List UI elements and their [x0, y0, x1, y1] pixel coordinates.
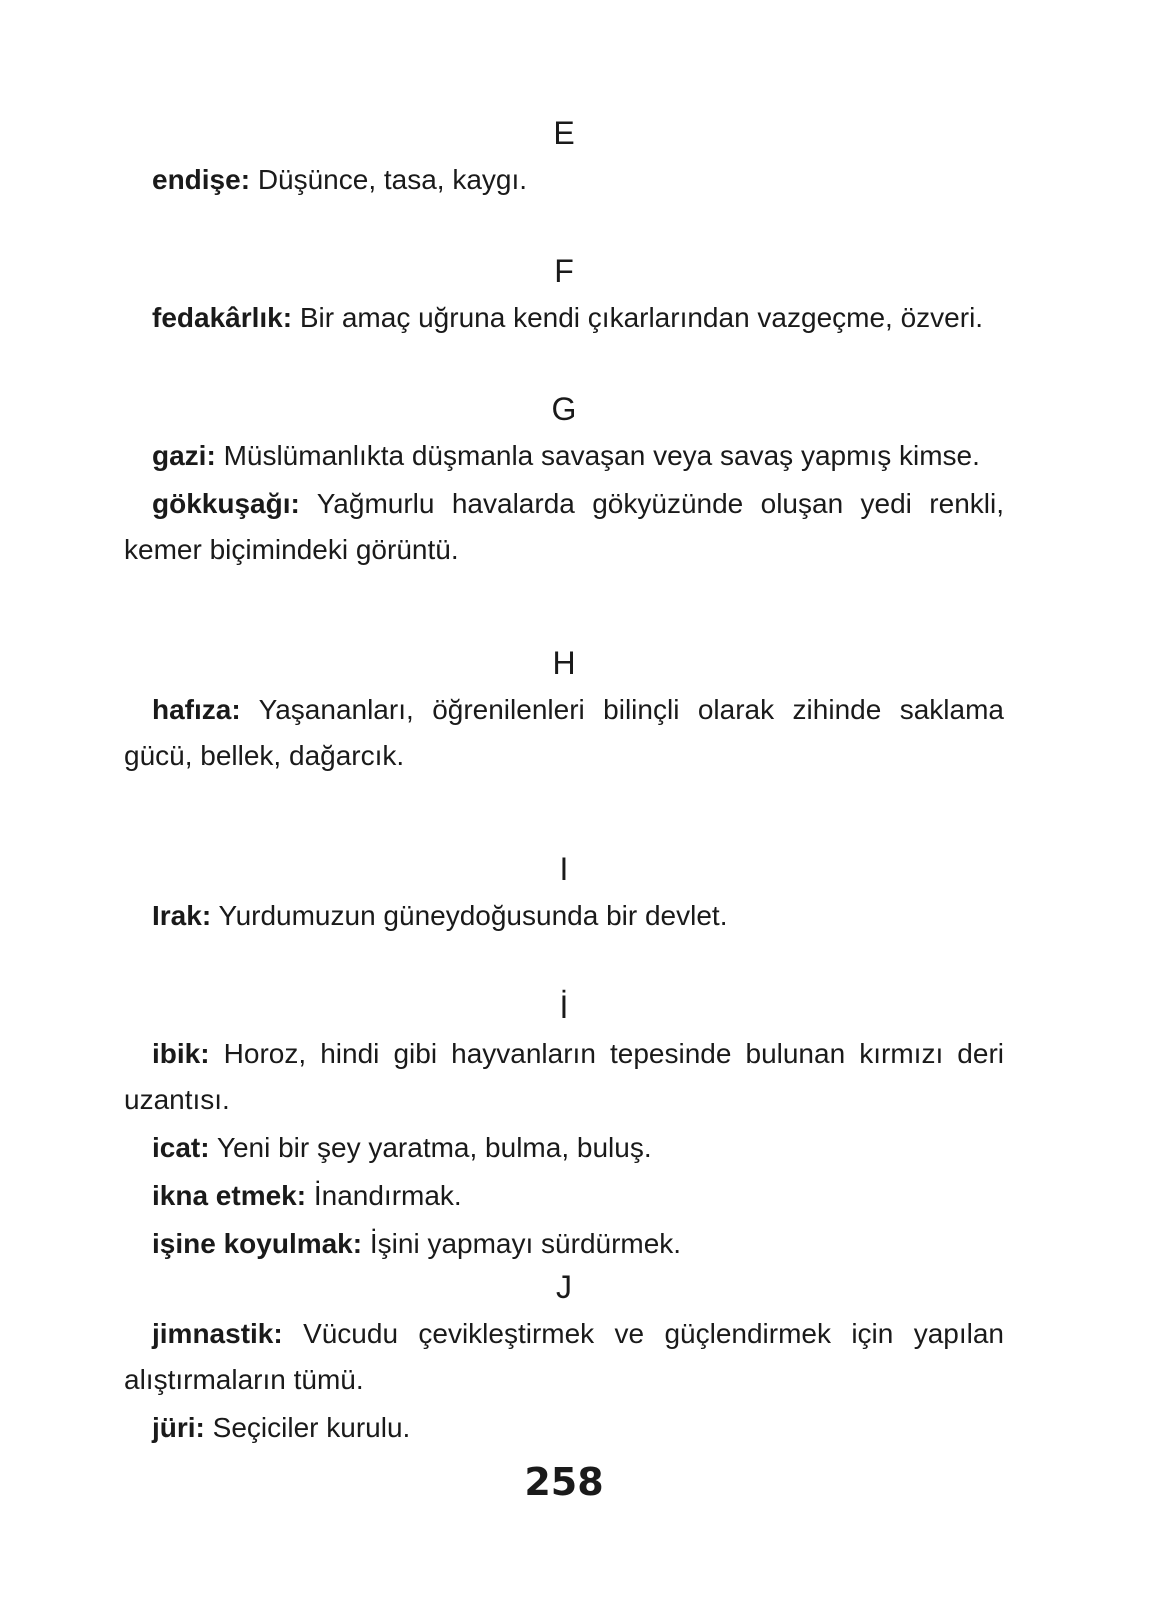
entry-term: jüri:	[152, 1412, 205, 1443]
section-heading-j: J	[556, 1269, 572, 1305]
entry-term: Irak:	[152, 900, 212, 931]
entry-definition: Düşünce, tasa, kaygı.	[257, 164, 528, 195]
glossary-entry	[124, 1405, 1004, 1451]
section-heading-h: H	[552, 645, 576, 681]
glossary-entry	[124, 157, 1004, 203]
section-heading-g: G	[551, 391, 577, 427]
entry-term: jimnastik:	[152, 1318, 283, 1349]
glossary-entry	[124, 687, 1004, 779]
section-heading-e: E	[553, 115, 575, 151]
glossary-entry	[124, 1173, 1004, 1219]
entry-term: icat:	[152, 1132, 210, 1163]
entry-definition: Yağmurlu havalarda gökyüzünde oluşan yedi renkli, kemer biçimindeki görüntü.	[124, 488, 1004, 565]
page-number: 258	[524, 1460, 604, 1504]
entry-term: endişe:	[152, 164, 251, 195]
entry-term: gazi:	[152, 440, 216, 471]
entry-definition: İnandırmak.	[313, 1180, 462, 1211]
entry-definition: Yaşananları, öğrenilenleri bilinçli olarak zihinde saklama gücü, bellek, dağarcık.	[124, 694, 1004, 771]
glossary-page	[124, 113, 1004, 1507]
glossary-entry	[124, 1125, 1004, 1171]
entry-definition: Yurdumuzun güneydoğusunda bir devlet.	[218, 900, 728, 931]
glossary-entry	[124, 893, 1004, 939]
entry-definition: Bir amaç uğruna kendi çıkarlarından vazgeçme, özveri.	[299, 302, 984, 333]
section-heading-i-dotted: İ	[559, 989, 569, 1025]
entry-term: işine koyulmak:	[152, 1228, 363, 1259]
entry-term: ikna etmek:	[152, 1180, 307, 1211]
entry-definition: Vücudu çevikleştirmek ve güçlendirmek için yapılan alıştırmaların tümü.	[124, 1318, 1004, 1395]
entry-definition: Yeni bir şey yaratma, bulma, buluş.	[216, 1132, 652, 1163]
glossary-entry	[124, 1221, 1004, 1267]
entry-definition: Seçiciler kurulu.	[212, 1412, 411, 1443]
entry-definition: Müslümanlıkta düşmanla savaşan veya savaş yapmış kimse.	[223, 440, 980, 471]
glossary-entry	[124, 295, 1004, 341]
section-heading-f: F	[554, 253, 574, 289]
entry-term: ibik:	[152, 1038, 210, 1069]
entry-term: hafıza:	[152, 694, 241, 725]
entry-term: gökkuşağı:	[152, 488, 300, 519]
entry-definition: İşini yapmayı sürdürmek.	[369, 1228, 682, 1259]
glossary-entry	[124, 1311, 1004, 1403]
glossary-entry	[124, 1031, 1004, 1123]
section-heading-i: I	[559, 851, 569, 887]
entry-definition: Horoz, hindi gibi hayvanların tepesinde bulunan kırmızı deri uzantısı.	[124, 1038, 1004, 1115]
entry-term: fedakârlık:	[152, 302, 293, 333]
glossary-entry	[124, 481, 1004, 573]
glossary-entry	[124, 433, 1004, 479]
